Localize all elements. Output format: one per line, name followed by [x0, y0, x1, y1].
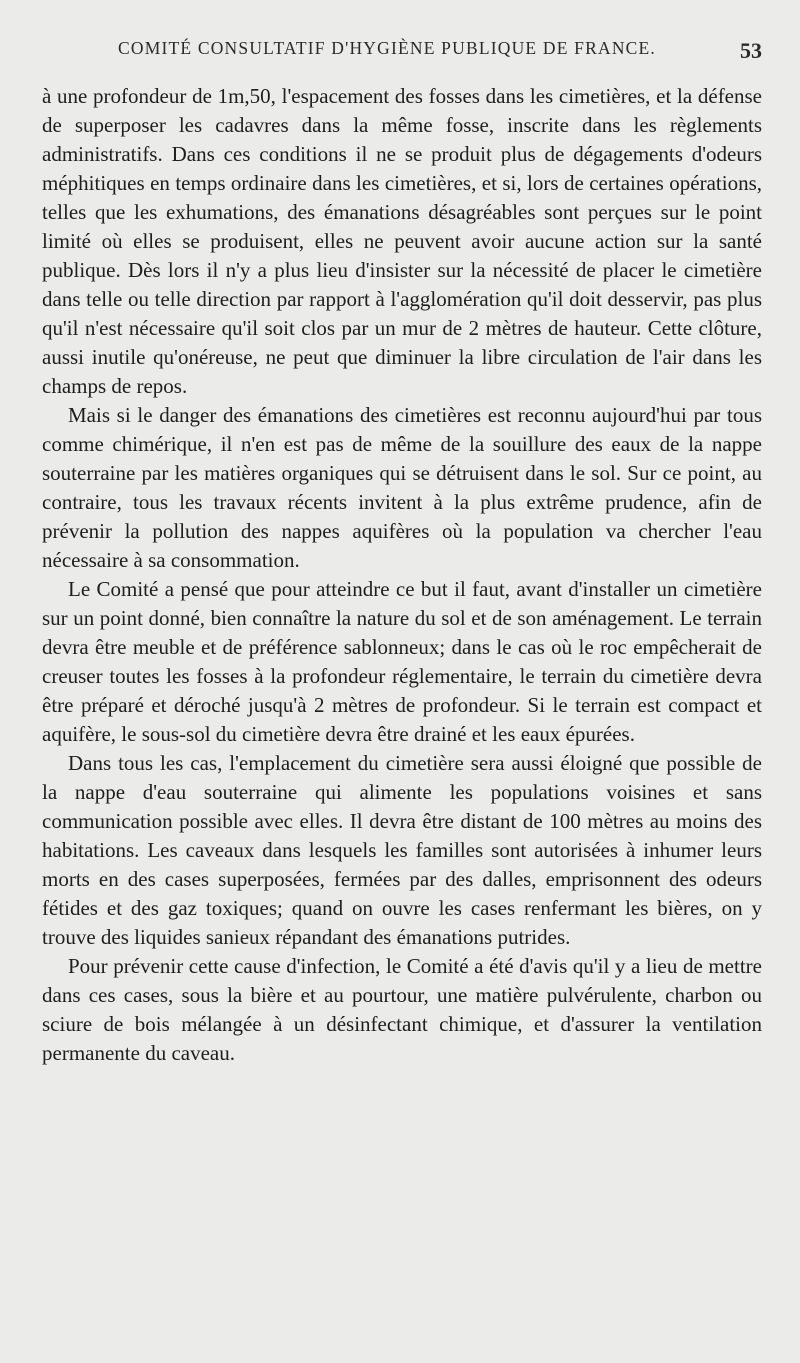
- page-number: 53: [740, 38, 762, 63]
- paragraph-3: Le Comité a pensé que pour atteindre ce but il faut, avant d'installer un cimetière sur un point donné, bien connaître la nature du sol et de son aménagement. Le terrain devra être meuble et de préférence sablonneux; dans le cas où le roc empêcherait de creuser toutes les fosses à la profondeur réglementaire, le terrain du cimetière devra être préparé et déroché jusqu'à 2 mètres de profondeur. Si le terrain est compact et aquifère, le sous-sol du cimetière devra être drainé et les eaux épurées.: [42, 577, 762, 746]
- paragraph-5: Pour prévenir cette cause d'infection, le Comité a été d'avis qu'il y a lieu de mettre dans ces cases, sous la bière et au pourtour, une matière pulvérulente, charbon ou sciure de bois mélangée à un désinfectant chimique, et d'assurer la ventilation permanente du caveau.: [42, 954, 762, 1065]
- running-title: COMITÉ CONSULTATIF D'HYGIÈNE PUBLIQUE DE FRANCE.: [117, 38, 656, 58]
- paragraph-4: Dans tous les cas, l'emplacement du cimetière sera aussi éloigné que possible de la nappe d'eau souterraine qui alimente les populations voisines et sans communication possible avec elles. Il devra être distant de 100 mètres au moins des habitations. Les caveaux dans lesquels les familles sont autorisées à inhumer leurs morts en des cases superposées, fermées par des dalles, emprisonnent des odeurs fétides et des gaz toxiques; quand on ouvre les cases renfermant les bières, on y trouve des liquides sanieux répandant des émanations putrides.: [42, 751, 762, 949]
- running-head: [42, 38, 762, 72]
- paragraph-1: à une profondeur de 1m,50, l'espacement des fosses dans les cimetières, et la défense de superposer les cadavres dans la même fosse, inscrite dans les règlements administratifs. Dans ces conditions il ne se produit plus de dégagements d'odeurs méphitiques en temps ordinaire dans les cimetières, et si, lors de certaines opérations, telles que les exhumations, des émanations désagréables sont perçues sur le point limité où elles se produisent, elles ne peuvent avoir aucune action sur la santé publique. Dès lors il n'y a plus lieu d'insister sur la nécessité de placer le cimetière dans telle ou telle direction par rapport à l'agglomération qu'il doit desservir, pas plus qu'il n'est nécessaire qu'il soit clos par un mur de 2 mètres de hauteur. Cette clôture, aussi inutile qu'onéreuse, ne peut que diminuer la libre circulation de l'air dans les champs de repos.: [42, 84, 762, 398]
- body-text: [42, 82, 762, 1068]
- paragraph-2: Mais si le danger des émanations des cimetières est reconnu aujourd'hui par tous comme chimérique, il n'en est pas de même de la souillure des eaux de la nappe souterraine par les matières organiques qui se détruisent dans le sol. Sur ce point, au contraire, tous les travaux récents invitent à la plus extrême prudence, afin de prévenir la pollution des nappes aquifères où la population va chercher l'eau nécessaire à sa consommation.: [42, 403, 762, 572]
